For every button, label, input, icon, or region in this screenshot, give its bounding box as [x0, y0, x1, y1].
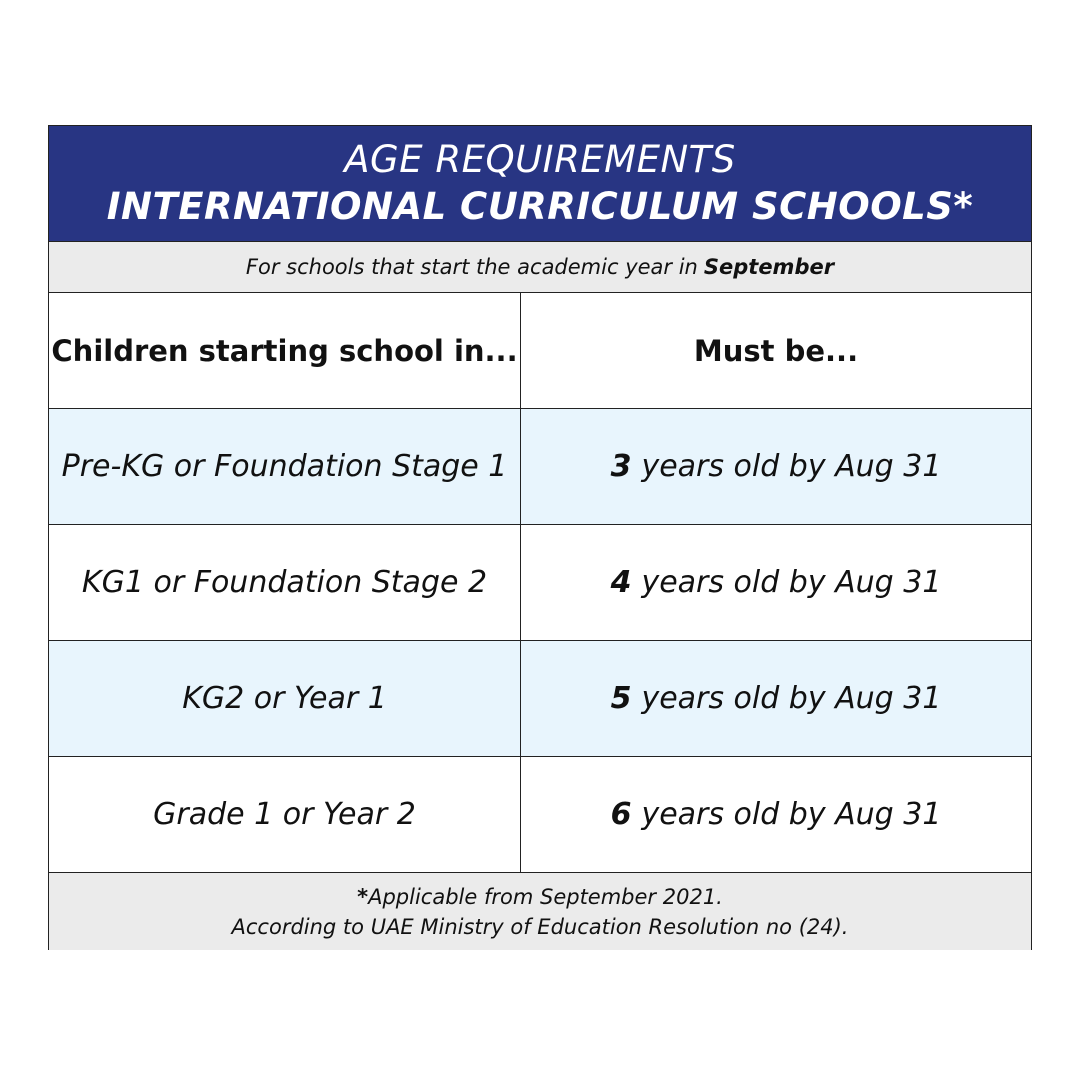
age-requirements-card — [48, 125, 1032, 950]
table-header-row — [49, 293, 1031, 409]
footnote-line-1 — [357, 882, 723, 912]
header-subtitle: INTERNATIONAL CURRICULUM SCHOOLS* — [106, 184, 974, 228]
age-suffix: years old by Aug 31 — [641, 681, 942, 716]
footnote-date: Applicable from September 2021. — [368, 884, 723, 909]
table-row — [49, 409, 1031, 525]
age-cell — [521, 641, 1031, 756]
footnote — [49, 873, 1031, 950]
age-cell — [521, 757, 1031, 872]
asterisk: * — [357, 884, 369, 909]
column-header-age: Must be... — [693, 333, 859, 368]
stage-cell: Grade 1 or Year 2 — [49, 757, 521, 872]
age-cell — [521, 525, 1031, 640]
age-number: 5 — [610, 681, 632, 716]
academic-year-note — [49, 242, 1031, 293]
age-number: 4 — [610, 565, 632, 600]
age-suffix: years old by Aug 31 — [641, 449, 942, 484]
age-number: 3 — [610, 449, 632, 484]
age-number: 6 — [610, 797, 632, 832]
academic-year-text: For schools that start the academic year in — [245, 255, 698, 279]
age-cell — [521, 409, 1031, 524]
table-row — [49, 757, 1031, 873]
table-row — [49, 525, 1031, 641]
stage-cell: KG2 or Year 1 — [49, 641, 521, 756]
academic-year-month: September — [703, 255, 835, 279]
column-header-stage: Children starting school in... — [49, 293, 521, 408]
table-row — [49, 641, 1031, 757]
age-suffix: years old by Aug 31 — [641, 565, 942, 600]
stage-cell: Pre-KG or Foundation Stage 1 — [49, 409, 521, 524]
stage-cell: KG1 or Foundation Stage 2 — [49, 525, 521, 640]
header-banner — [49, 126, 1031, 242]
age-suffix: years old by Aug 31 — [641, 797, 942, 832]
header-title: AGE REQUIREMENTS — [344, 137, 736, 181]
footnote-line-2: According to UAE Ministry of Education Resolution no (24). — [231, 914, 849, 939]
